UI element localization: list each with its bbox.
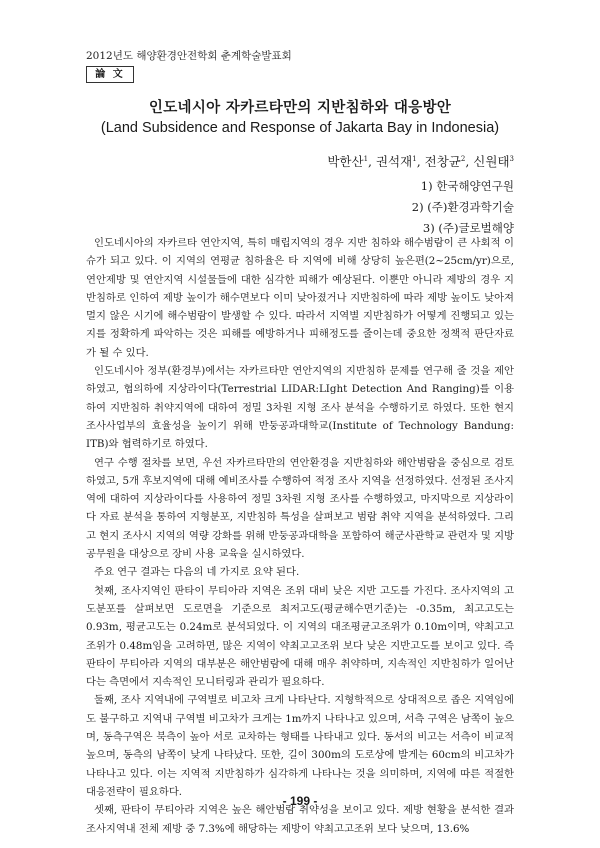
author-separator: , <box>465 154 474 169</box>
title-english: (Land Subsidence and Response of Jakarta Bay in Indonesia) <box>100 120 500 136</box>
paragraph: 첫째, 조사지역인 판타이 무티아라 지역은 조위 대비 낮은 지반 고도를 가진다. 조사지역의 고도분포를 살펴보면 도로면을 기준으로 최저고도(평균해수면기준)는 -0.35m, 최고고도는 0.93m, 평균고도는 0.24m로 분석되었다. 이 지역의 대조평균고조위가 0.10m이며, 약최고고조위가 0.48m임을 고려하면, 많은 지역이 약최고고조위 보다 낮은 지반고도를 보이고 있다. 즉 판타이 무티아라 지역의 대부분은 해안범람에 대해 매우 취약하며, 지속적인 지반침하가 일어난다는 측면에서 지속적인 모니터링과 관리가 필요하다. <box>86 584 514 689</box>
title-korean: 인도네시아 자카르타만의 지반침하와 대응방안 <box>148 99 452 116</box>
author-name: 신원태 <box>473 154 510 169</box>
affiliation-1: 1) 한국해양연구원 <box>420 179 514 193</box>
author-name: 박한산 <box>327 154 364 169</box>
paragraph: 연구 수행 절차를 보면, 우선 자카르타만의 연안환경을 지반침하와 해안범람을 중심으로 검토하였고, 5개 후보지역에 대해 예비조사를 수행하여 적정 조사 지역을 선정하였다. 선정된 조사지역에 대하여 지상라이다를 사용하여 정밀 3차원 지형 조사를 수행하였고, 마지막으로 지상라이다 자료 분석을 통하여 지형분포, 지반침하 특성을 살펴보고 범람 취약 지역을 분석하였다. 그리고 현지 조사시 지역의 역량 강화를 위해 반둥공과대학을 포함하여 해군사관학교 관련자 및 지방 공무원을 대상으로 장비 사용 교육을 실시하였다. <box>86 456 514 561</box>
paragraph: 둘째, 조사 지역내에 구역별로 비고차 크게 나타난다. 지형학적으로 상대적으로 좁은 지역임에도 불구하고 지역내 구역별 비고차가 크게는 1m까지 나타나고 있으며, 서측 구역은 남쪽이 높으며, 동측구역은 북측이 높아 서로 교차하는 형태를 나타내고 있다. 동서의 비고는 서측이 비교적 높으며, 동측의 남쪽이 낮게 나타났다. 또한, 길이 300m의 도로상에 발게는 60cm의 비고차가 나타나고 있다. 이는 지역적 지반침하가 심각하게 나타나는 것을 의미하며, 지역에 따른 적절한 대응전략이 필요하다. <box>86 694 514 798</box>
paragraph: 주요 연구 결과는 다음의 네 가지로 요약 된다. <box>94 566 300 579</box>
author-name: 전창균 <box>424 154 461 169</box>
author-name: 권석재 <box>375 154 413 169</box>
author-affil-mark: 1 <box>412 154 417 163</box>
section-label: 論 文 <box>86 66 134 83</box>
affiliation-3: 3) (주)글로벌해양 <box>422 221 514 235</box>
author-affil-mark: 1 <box>363 154 369 163</box>
paragraph: 셋째, 판타이 무티아라 지역은 높은 해안범람 취약성을 보이고 있다. 제방 현황을 분석한 결과 조사지역내 전체 제방 중 7.3%에 해당하는 제방이 약최고고조위 보다 낮으며, 13.6% <box>86 804 514 835</box>
affiliation-2: 2) (주)환경과학기술 <box>411 200 514 214</box>
author-affil-mark: 3 <box>509 154 514 163</box>
paragraph: 인도네시아의 자카르타 연안지역, 특히 매립지역의 경우 지반 침하와 해수범람이 큰 사회적 이슈가 되고 있다. 이 지역의 연평균 침하율은 타 지역에 비해 상당히 높은편(2~25cm/yr)으로, 연안제방 및 연안지역 시설물들에 대한 심각한 피해가 예상된다. 이뿐만 아니라 제방의 경우 지반침하로 인하여 제방 높이가 해수면보다 이미 낮아졌거나 지반침하에 따라 제방 높이도 낮아져 멀지 않은 시기에 해수범람이 발생할 수 있다. 따라서 지역별 지반침하가 어떻게 진행되고 있는지를 정확하게 파악하는 것은 피해를 예방하거나 피해정도를 줄이는데 중요한 정책적 판단자료가 될 수 있다. <box>86 237 514 359</box>
author-separator: , <box>368 154 376 169</box>
body-text <box>86 234 514 838</box>
author-line <box>327 152 514 170</box>
author-affil-mark: 2 <box>460 154 466 163</box>
author-separator: , <box>416 154 425 169</box>
running-header: 2012년도 해양환경안전학회 춘계학술발표회 <box>86 50 292 62</box>
page-number: - 199 - <box>282 794 318 808</box>
paragraph: 인도네시아 정부(환경부)에서는 자카르타만 연안지역의 지반침하 문제를 연구해 줄 것을 제안하였고, 협의하에 지상라이다(Terrestrial LIDAR:LIght Detection And Ranging)를 이용하여 지반침하 취약지역에 대하여 정밀 3차원 지형 조사 분석을 수행하기로 하였다. 또한 현지 조사사업부의 효율성을 높이기 위해 반둥공과대학교(Institute of Technology Bandung: ITB)와 협력하기로 하였다. <box>86 365 514 451</box>
